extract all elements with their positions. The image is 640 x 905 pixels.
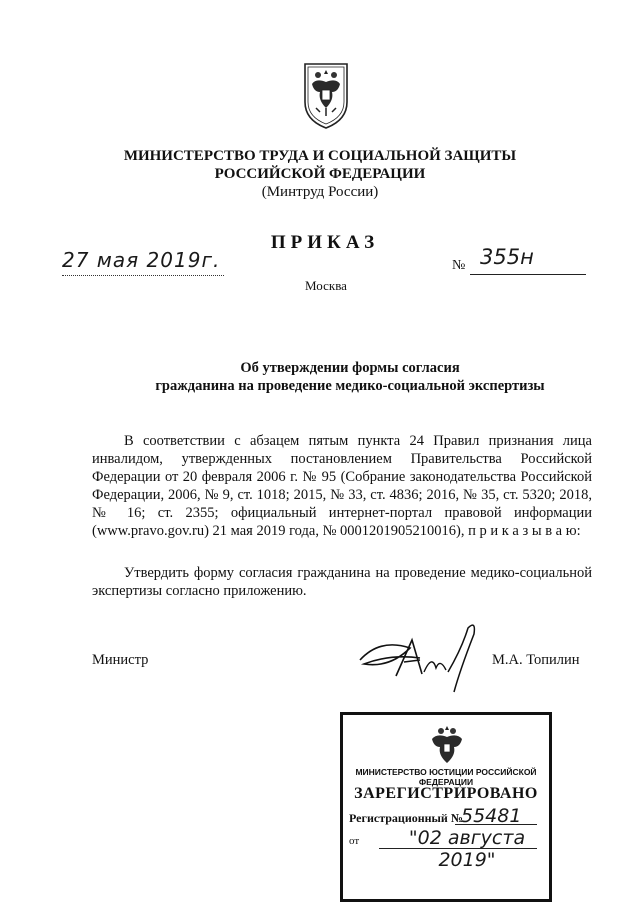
document-title-line2: гражданина на проведение медико-социальной экспертизы <box>155 378 545 394</box>
ministry-name-line1: МИНИСТЕРСТВО ТРУДА И СОЦИАЛЬНОЙ ЗАЩИТЫ <box>123 148 517 164</box>
stamp-reg-underline <box>455 824 537 825</box>
coat-of-arms-icon <box>302 62 350 130</box>
stamp-date: "02 августа 2019" <box>408 827 526 871</box>
stamp-reg-number: 55481 <box>461 805 522 827</box>
stamp-status: ЗАРЕГИСТРИРОВАНО <box>354 785 538 802</box>
body-paragraph-2: Утвердить форму согласия гражданина на проведение медико-социальной экспертизы согласно приложению. <box>92 565 592 599</box>
handwritten-signature <box>350 618 500 698</box>
stamp-coat-of-arms-icon <box>429 723 465 769</box>
order-number: 355н <box>480 245 534 269</box>
document-title-line1: Об утверждении формы согласия <box>240 360 460 376</box>
ministry-name-line2: РОССИЙСКОЙ ФЕДЕРАЦИИ <box>214 166 426 182</box>
body-paragraph-1: В соответствии с абзацем пятым пункта 24 Правил признания лица инвалидом, утвержденных постановлением Правительства Российской Федерации от 20 февраля 2006 г. № 95 (Собрание законодательства Российской Федерации, 2006, № 9, ст. 1018; 2015, № 33, ст. 4836; 2016, № 35, ст. 5320; 2018, № 16; ст. 2355; официальный интернет-портал правовой информации (www.pravo.gov.ru) 21 мая 2019 года, № 0001201905210016), п р и к а з ы в а ю: <box>92 433 592 539</box>
ministry-short-name: (Минтруд России) <box>261 184 379 200</box>
date-underline <box>62 275 224 276</box>
stamp-reg-label: Регистрационный № <box>349 811 463 825</box>
city: Москва <box>305 278 347 293</box>
signatory-name: М.А. Топилин <box>492 652 580 668</box>
stamp-ministry: МИНИСТЕРСТВО ЮСТИЦИИ РОССИЙСКОЙ ФЕДЕРАЦИИ <box>355 767 537 787</box>
document-type: ПРИКАЗ <box>270 232 380 253</box>
registration-stamp <box>340 712 552 902</box>
order-date: 27 мая 2019г. <box>62 248 221 272</box>
number-underline <box>470 274 586 275</box>
number-sign: № <box>452 258 466 273</box>
stamp-date-prefix: от <box>349 835 360 847</box>
stamp-date-underline <box>379 848 537 849</box>
signatory-role: Министр <box>92 652 149 668</box>
